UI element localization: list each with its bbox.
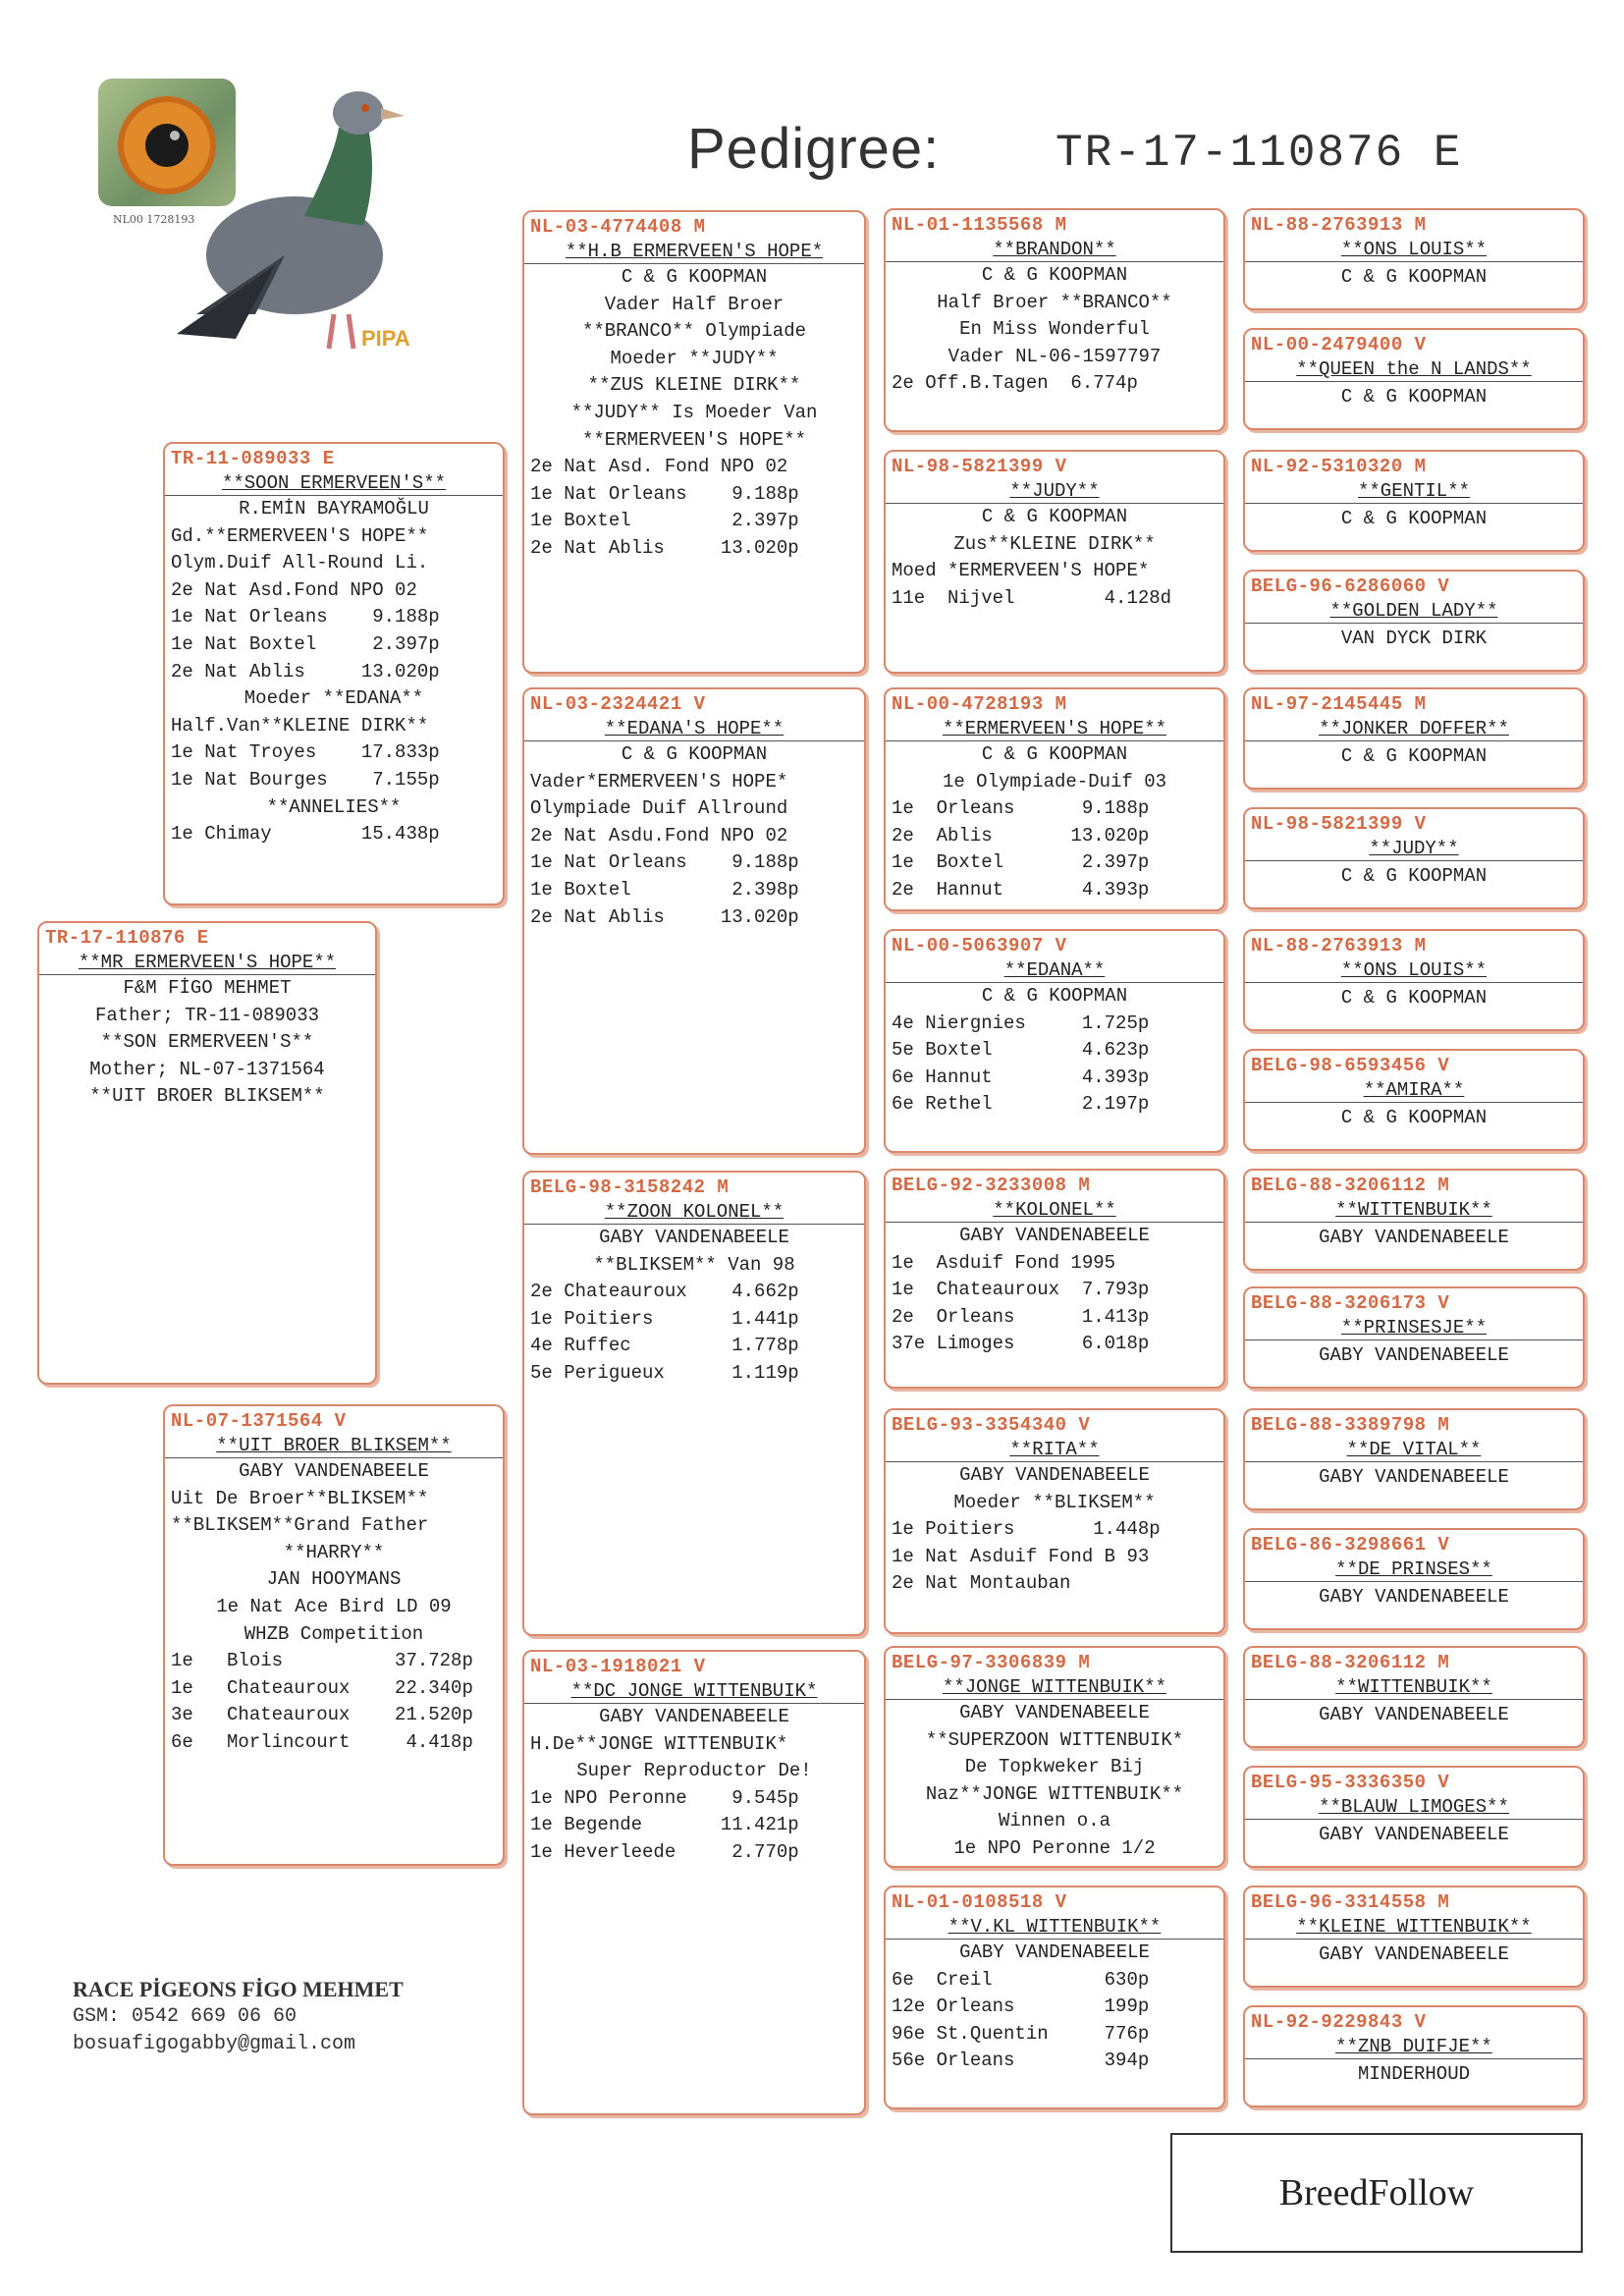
info-line: En Miss Wonderful: [959, 318, 1150, 341]
info-line: 6e Morlincourt 4.418p: [171, 1730, 473, 1753]
card-dd-dam: [884, 1886, 1225, 2109]
info-line: 1e Boxtel 2.397p: [892, 851, 1150, 874]
pigeon-name: **UIT BROER BLIKSEM**: [216, 1435, 452, 1456]
card-gen4-6: [1243, 807, 1585, 909]
info-line: 1e Nat Ace Bird LD 09: [216, 1595, 452, 1617]
pigeon-name: **GENTIL**: [1357, 480, 1471, 502]
pigeon-name: **ERMERVEEN'S HOPE**: [942, 718, 1167, 739]
info-line: 1e Nat Asduif Fond B 93: [892, 1545, 1150, 1567]
info-line: **ANNELIES**: [266, 795, 402, 818]
info-line: GABY VANDENABEELE: [599, 1706, 789, 1727]
info-line: C & G KOOPMAN: [981, 985, 1128, 1007]
info-line: Super Reproductor De!: [576, 1760, 812, 1782]
info-line: C & G KOOPMAN: [981, 264, 1128, 286]
ring-number: NL-00-5063907 V: [892, 935, 1067, 957]
info-line: 2e Chateauroux 4.662p: [530, 1281, 799, 1303]
info-line: 2e Hannut 4.393p: [892, 878, 1150, 901]
ring-number: BELG-92-3233008 M: [892, 1175, 1091, 1196]
info-line: Vader Half Broer: [604, 293, 785, 315]
info-line: 11e Nijvel 4.128d: [892, 586, 1172, 609]
card-subject: [37, 921, 377, 1385]
ring-number: BELG-88-3206173 V: [1251, 1292, 1450, 1314]
card-sire-dam: [522, 687, 866, 1155]
info-line: 2e Nat Asdu.Fond NPO 02: [530, 824, 788, 847]
pigeon-name: **JUDY**: [1369, 838, 1459, 859]
owner-name: GABY VANDENABEELE: [1319, 1344, 1509, 1366]
info-line: GABY VANDENABEELE: [959, 1702, 1150, 1723]
info-line: **BLIKSEM** Van 98: [593, 1253, 795, 1276]
owner-name: C & G KOOPMAN: [1340, 865, 1488, 887]
pigeon-name: **ONS LOUIS**: [1340, 239, 1488, 260]
ring-number: NL-98-5821399 V: [892, 456, 1067, 477]
info-line: 1e Poitiers 1.441p: [530, 1307, 799, 1330]
info-line: 12e Orleans 199p: [892, 1995, 1150, 2018]
info-line: 2e Nat Montauban: [892, 1572, 1071, 1595]
pigeon-photo: [137, 69, 442, 363]
pigeon-name: **QUEEN the N LANDS**: [1296, 358, 1532, 380]
card-gen4-9: [1243, 1169, 1585, 1271]
ring-number: NL-03-1918021 V: [530, 1656, 706, 1677]
info-line: 2e Nat Ablis 13.020p: [171, 660, 440, 683]
ring-number: BELG-88-3389798 M: [1251, 1414, 1450, 1436]
ring-number: BELG-88-3206112 M: [1251, 1175, 1450, 1196]
info-line: C & G KOOPMAN: [621, 266, 768, 288]
pigeon-name: **MR ERMERVEEN'S HOPE**: [78, 952, 337, 973]
card-ss-dam: [884, 450, 1225, 674]
info-line: 96e St.Quentin 776p: [892, 2022, 1150, 2045]
breedfollow-logo: [1170, 2133, 1583, 2253]
info-line: R.EMİN BAYRAMOĞLU: [239, 498, 429, 519]
info-line: 1e Nat Troyes 17.833p: [171, 741, 440, 764]
pigeon-name: **DE VITAL**: [1346, 1439, 1482, 1460]
owner-name: C & G KOOPMAN: [1340, 386, 1488, 408]
info-line: 56e Orleans 394p: [892, 2050, 1150, 2072]
info-line: **HARRY**: [283, 1541, 385, 1563]
card-dam: [163, 1404, 505, 1866]
info-line: 1e Olympiade-Duif 03: [942, 770, 1167, 793]
info-line: 6e Creil 630p: [892, 1968, 1150, 1991]
info-line: 2e Nat Asd.Fond NPO 02: [171, 578, 417, 601]
card-gen4-7: [1243, 929, 1585, 1031]
pigeon-name: **AMIRA**: [1363, 1079, 1465, 1101]
pigeon-name: **WITTENBUIK**: [1335, 1676, 1492, 1698]
pigeon-name: **BLAUW LIMOGES**: [1319, 1796, 1509, 1818]
pigeon-name: **V.KL WITTENBUIK**: [947, 1916, 1162, 1938]
ring-number: NL-01-1135568 M: [892, 214, 1067, 236]
card-gen4-11: [1243, 1408, 1585, 1510]
info-line: **ZUS KLEINE DIRK**: [587, 374, 801, 397]
ring-number: BELG-98-3158242 M: [530, 1176, 730, 1198]
card-ss-sire: [884, 208, 1225, 432]
brand-label: BreedFollow: [1278, 2172, 1475, 2214]
owner-name: C & G KOOPMAN: [1340, 1107, 1488, 1128]
pigeon-icon: [137, 69, 442, 363]
pipa-logo: PIPA: [361, 326, 410, 351]
info-line: 1e Poitiers 1.448p: [892, 1518, 1161, 1541]
info-line: WHZB Competition: [244, 1622, 424, 1645]
ring-number: BELG-98-6593456 V: [1251, 1055, 1450, 1076]
ring-number: NL-92-9229843 V: [1251, 2011, 1427, 2033]
ring-number: NL-98-5821399 V: [1251, 813, 1427, 835]
info-line: **BLIKSEM**Grand Father: [171, 1514, 429, 1537]
card-sd-sire: [884, 687, 1225, 911]
info-line: C & G KOOPMAN: [981, 506, 1128, 527]
owner-name: C & G KOOPMAN: [1340, 266, 1488, 288]
title-ring-number: TR-17-110876 E: [1056, 128, 1463, 179]
card-gen4-16: [1243, 2005, 1585, 2107]
info-line: Moed *ERMERVEEN'S HOPE*: [892, 560, 1150, 582]
pigeon-name: **EDANA**: [1003, 959, 1106, 981]
ring-number: NL-03-2324421 V: [530, 693, 706, 715]
pigeon-name: **H.B ERMERVEEN'S HOPE*: [565, 241, 824, 262]
info-line: 2e Nat Ablis 13.020p: [530, 905, 799, 928]
phone-number: GSM: 0542 669 06 60: [73, 2005, 298, 2028]
info-line: 1e Nat Orleans 9.188p: [171, 606, 440, 629]
info-line: 1e Nat Bourges 7.155p: [171, 768, 440, 791]
pigeon-name: **SOON ERMERVEEN'S**: [221, 472, 447, 494]
pigeon-name: **ZNB DUIFJE**: [1335, 2036, 1492, 2057]
info-line: 3e Chateauroux 21.520p: [171, 1704, 473, 1726]
email-address[interactable]: bosuafigogabby@gmail.com: [73, 2033, 356, 2055]
info-line: GABY VANDENABEELE: [239, 1460, 429, 1482]
owner-name: MINDERHOUD: [1357, 2063, 1471, 2085]
ring-number: BELG-97-3306839 M: [892, 1652, 1091, 1673]
info-line: 2e Orleans 1.413p: [892, 1305, 1150, 1328]
info-line: 1e NPO Peronne 1/2: [953, 1836, 1156, 1859]
ring-number: NL-01-0108518 V: [892, 1891, 1067, 1913]
pigeon-name: **BRANDON**: [993, 239, 1116, 260]
info-line: JAN HOOYMANS: [266, 1568, 402, 1591]
info-line: 2e Nat Asd. Fond NPO 02: [530, 456, 788, 478]
info-line: Olympiade Duif Allround: [530, 797, 788, 820]
info-line: Naz**JONGE WITTENBUIK**: [925, 1782, 1184, 1805]
ring-number: BELG-96-6286060 V: [1251, 575, 1450, 597]
pigeon-name: **RITA**: [1009, 1439, 1100, 1460]
ring-number: NL-92-5310320 M: [1251, 456, 1427, 477]
pigeon-name: **DE PRINSES**: [1335, 1558, 1492, 1580]
card-dam-sire: [522, 1171, 866, 1636]
ring-number: TR-11-089033 E: [171, 448, 335, 469]
ring-number: NL-07-1371564 V: [171, 1410, 347, 1432]
ring-number: TR-17-110876 E: [45, 927, 209, 949]
card-dd-sire: [884, 1646, 1225, 1868]
info-line: GABY VANDENABEELE: [599, 1227, 789, 1248]
loft-name: RACE PİGEONS FİGO MEHMET: [73, 1977, 404, 2001]
info-line: 1e Chateauroux 7.793p: [892, 1279, 1150, 1301]
info-line: **UIT BROER BLIKSEM**: [89, 1085, 325, 1108]
info-line: 1e Boxtel 2.397p: [530, 510, 799, 532]
info-line: 2e Off.B.Tagen 6.774p: [892, 372, 1138, 395]
pigeon-name: **GOLDEN LADY**: [1329, 600, 1498, 622]
info-line: **BRANCO** Olympiade: [581, 320, 807, 343]
pigeon-name: **JONKER DOFFER**: [1319, 718, 1509, 739]
card-gen4-5: [1243, 687, 1585, 790]
info-line: 5e Perigueux 1.119p: [530, 1361, 799, 1384]
card-sire-sire: [522, 210, 866, 674]
info-line: 4e Ruffec 1.778p: [530, 1335, 799, 1357]
info-line: De Topkweker Bij: [964, 1756, 1145, 1778]
card-gen4-10: [1243, 1286, 1585, 1389]
pigeon-name: **DC JONGE WITTENBUIK*: [570, 1680, 818, 1702]
info-line: **SON ERMERVEEN'S**: [100, 1031, 314, 1054]
ring-number: NL-00-2479400 V: [1251, 334, 1427, 355]
info-line: 1e Chimay 15.438p: [171, 823, 440, 846]
info-line: 1e Nat Orleans 9.188p: [530, 482, 799, 505]
info-line: Moeder **JUDY**: [610, 347, 779, 369]
info-line: 6e Rethel 2.197p: [892, 1093, 1150, 1116]
info-line: Moeder **BLIKSEM**: [953, 1491, 1156, 1513]
ring-number: BELG-93-3354340 V: [892, 1414, 1091, 1436]
info-line: 1e Heverleede 2.770p: [530, 1840, 799, 1863]
info-line: 1e Boxtel 2.398p: [530, 878, 799, 901]
info-line: Mother; NL-07-1371564: [89, 1058, 325, 1080]
pigeon-name: **ZOON KOLONEL**: [604, 1201, 785, 1223]
info-line: 4e Niergnies 1.725p: [892, 1011, 1150, 1034]
info-line: GABY VANDENABEELE: [959, 1941, 1150, 1963]
info-line: 1e Asduif Fond 1995: [892, 1251, 1116, 1274]
info-line: 1e Blois 37.728p: [171, 1650, 473, 1672]
card-gen4-12: [1243, 1528, 1585, 1630]
info-line: Half Broer **BRANCO**: [937, 291, 1172, 313]
info-line: Father; TR-11-089033: [94, 1004, 320, 1026]
info-line: Zus**KLEINE DIRK**: [953, 532, 1156, 555]
pigeon-name: **KLEINE WITTENBUIK**: [1296, 1916, 1532, 1938]
owner-name: GABY VANDENABEELE: [1319, 1824, 1509, 1845]
info-line: 37e Limoges 6.018p: [892, 1333, 1150, 1355]
info-line: 1e Begende 11.421p: [530, 1814, 799, 1836]
info-line: C & G KOOPMAN: [621, 743, 768, 765]
info-line: H.De**JONGE WITTENBUIK*: [530, 1732, 788, 1755]
info-line: Vader*ERMERVEEN'S HOPE*: [530, 770, 788, 793]
card-gen4-1: [1243, 208, 1585, 310]
card-sire: [163, 442, 505, 905]
ring-number: NL-97-2145445 M: [1251, 693, 1427, 715]
info-line: 6e Hannut 4.393p: [892, 1066, 1150, 1088]
card-ds-sire: [884, 1169, 1225, 1389]
info-line: Uit De Broer**BLIKSEM**: [171, 1487, 429, 1509]
card-dam-dam: [522, 1650, 866, 2115]
ring-number: BELG-86-3298661 V: [1251, 1534, 1450, 1556]
pigeon-name: **PRINSESJE**: [1340, 1317, 1488, 1339]
info-line: 1e NPO Peronne 9.545p: [530, 1786, 799, 1809]
page-title: Pedigree:: [687, 117, 941, 181]
card-sd-dam: [884, 929, 1225, 1153]
card-gen4-14: [1243, 1766, 1585, 1868]
info-line: Olym.Duif All-Round Li.: [171, 552, 429, 574]
pigeon-name: **ONS LOUIS**: [1340, 959, 1488, 981]
owner-name: GABY VANDENABEELE: [1319, 1586, 1509, 1608]
info-line: 5e Boxtel 4.623p: [892, 1039, 1150, 1062]
info-line: 1e Orleans 9.188p: [892, 797, 1150, 820]
card-gen4-15: [1243, 1886, 1585, 1988]
info-line: Moeder **EDANA**: [244, 687, 424, 710]
card-ds-dam: [884, 1408, 1225, 1634]
pigeon-name: **EDANA'S HOPE**: [604, 718, 785, 739]
ring-number: NL-88-2763913 M: [1251, 935, 1427, 957]
owner-name: GABY VANDENABEELE: [1319, 1704, 1509, 1725]
pigeon-name: **JUDY**: [1009, 480, 1100, 502]
info-line: 1e Chateauroux 22.340p: [171, 1676, 473, 1699]
info-line: GABY VANDENABEELE: [959, 1464, 1150, 1486]
info-line: **SUPERZOON WITTENBUIK*: [925, 1728, 1184, 1751]
eye-caption: NL00 1728193: [113, 213, 195, 226]
owner-name: C & G KOOPMAN: [1340, 745, 1488, 767]
owner-name: GABY VANDENABEELE: [1319, 1227, 1509, 1248]
info-line: 1e Nat Orleans 9.188p: [530, 851, 799, 874]
owner-name: VAN DYCK DIRK: [1340, 628, 1488, 649]
ring-number: NL-88-2763913 M: [1251, 214, 1427, 236]
contact-block: [73, 1976, 404, 2058]
ring-number: BELG-95-3336350 V: [1251, 1772, 1450, 1793]
info-line: 2e Ablis 13.020p: [892, 824, 1150, 847]
ring-number: NL-03-4774408 M: [530, 216, 706, 238]
info-line: GABY VANDENABEELE: [959, 1225, 1150, 1246]
owner-name: C & G KOOPMAN: [1340, 508, 1488, 529]
info-line: Half.Van**KLEINE DIRK**: [171, 714, 429, 737]
info-line: Winnen o.a: [998, 1810, 1111, 1832]
owner-name: GABY VANDENABEELE: [1319, 1466, 1509, 1488]
info-line: Vader NL-06-1597797: [947, 345, 1162, 367]
info-line: 2e Nat Ablis 13.020p: [530, 536, 799, 559]
info-line: **JUDY** Is Moeder Van: [570, 401, 818, 423]
info-line: **ERMERVEEN'S HOPE**: [581, 428, 807, 451]
card-gen4-13: [1243, 1646, 1585, 1748]
ring-number: BELG-88-3206112 M: [1251, 1652, 1450, 1673]
pigeon-name: **WITTENBUIK**: [1335, 1199, 1492, 1221]
card-gen4-4: [1243, 570, 1585, 672]
card-gen4-8: [1243, 1049, 1585, 1151]
info-line: F&M FİGO MEHMET: [123, 977, 292, 999]
owner-name: C & G KOOPMAN: [1340, 987, 1488, 1009]
ring-number: NL-00-4728193 M: [892, 693, 1067, 715]
ring-number: BELG-96-3314558 M: [1251, 1891, 1450, 1913]
pigeon-name: **KOLONEL**: [993, 1199, 1116, 1221]
owner-name: GABY VANDENABEELE: [1319, 1943, 1509, 1965]
info-line: Gd.**ERMERVEEN'S HOPE**: [171, 524, 429, 547]
info-line: 1e Nat Boxtel 2.397p: [171, 632, 440, 655]
info-line: C & G KOOPMAN: [981, 743, 1128, 765]
card-gen4-3: [1243, 450, 1585, 552]
card-gen4-2: [1243, 328, 1585, 430]
pigeon-name: **JONGE WITTENBUIK**: [942, 1676, 1167, 1698]
